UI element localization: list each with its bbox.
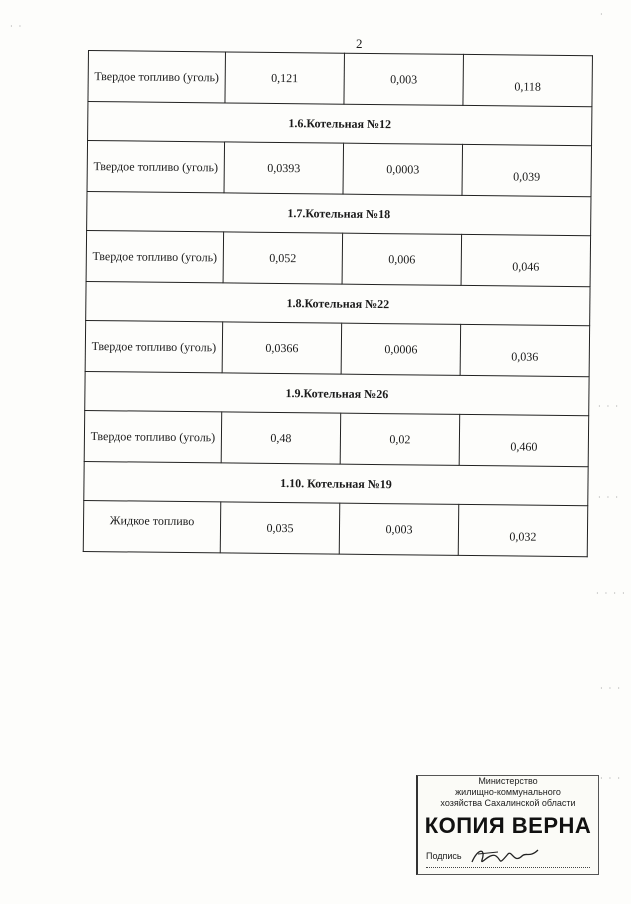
fuel-table-wrapper xyxy=(83,50,578,557)
value-cell-1: 0,035 xyxy=(220,502,340,554)
fuel-data-row xyxy=(86,230,591,286)
stamp-line-department: жилищно-коммунального xyxy=(455,787,561,797)
boiler-section-header-row xyxy=(88,102,592,146)
boiler-section-header-row xyxy=(85,371,589,415)
value-cell-1: 0,48 xyxy=(221,412,341,464)
value-cell-3: 0,460 xyxy=(459,414,589,466)
value-cell-3: 0,032 xyxy=(458,504,588,556)
page-number: 2 xyxy=(356,36,363,51)
fuel-type-cell: Твердое топливо (уголь) xyxy=(88,51,226,103)
value-cell-1: 0,0366 xyxy=(222,322,342,374)
fuel-type-cell: Твердое топливо (уголь) xyxy=(86,230,224,282)
stamp-line-region: хозяйства Сахалинской области xyxy=(440,798,576,808)
boiler-section-title: 1.9.Котельная №26 xyxy=(85,371,589,415)
handwritten-signature-icon xyxy=(468,844,548,870)
value-cell-2: 0,003 xyxy=(339,503,459,555)
fuel-type-cell: Твердое топливо (уголь) xyxy=(84,410,222,462)
fuel-data-row xyxy=(83,500,588,556)
fuel-data-row xyxy=(84,410,589,466)
fuel-type-cell: Твердое топливо (уголь) xyxy=(87,141,225,193)
value-cell-3: 0,036 xyxy=(460,324,590,376)
value-cell-2: 0,003 xyxy=(344,53,464,105)
stamp-signature-label: Подпись xyxy=(426,851,462,861)
fuel-data-row xyxy=(87,141,592,197)
boiler-section-title: 1.6.Котельная №12 xyxy=(88,102,592,146)
value-cell-2: 0,006 xyxy=(342,233,462,285)
stamp-title: КОПИЯ ВЕРНА xyxy=(424,813,592,838)
value-cell-2: 0,0003 xyxy=(343,143,463,195)
value-cell-2: 0,0006 xyxy=(341,323,461,375)
boiler-section-title: 1.8.Котельная №22 xyxy=(86,281,590,325)
boiler-section-title: 1.7.Котельная №18 xyxy=(87,191,591,235)
fuel-data-row xyxy=(88,51,593,107)
value-cell-3: 0,039 xyxy=(462,144,592,196)
boiler-section-title: 1.10. Котельная №19 xyxy=(84,461,588,505)
fuel-table xyxy=(83,50,593,557)
fuel-type-cell: Твердое топливо (уголь) xyxy=(85,320,223,372)
boiler-section-header-row xyxy=(87,191,591,235)
value-cell-1: 0,121 xyxy=(225,52,345,104)
certified-copy-stamp xyxy=(416,775,599,875)
value-cell-1: 0,052 xyxy=(223,232,343,284)
stamp-line-ministry: Министерство xyxy=(478,776,538,786)
fuel-data-row xyxy=(85,320,590,376)
value-cell-3: 0,118 xyxy=(463,54,593,106)
fuel-table-body xyxy=(83,51,592,557)
value-cell-3: 0,046 xyxy=(461,234,591,286)
boiler-section-header-row xyxy=(86,281,590,325)
value-cell-2: 0,02 xyxy=(340,413,460,465)
value-cell-1: 0,0393 xyxy=(224,142,344,194)
fuel-type-cell: Жидкое топливо xyxy=(83,500,221,552)
boiler-section-header-row xyxy=(84,461,588,505)
